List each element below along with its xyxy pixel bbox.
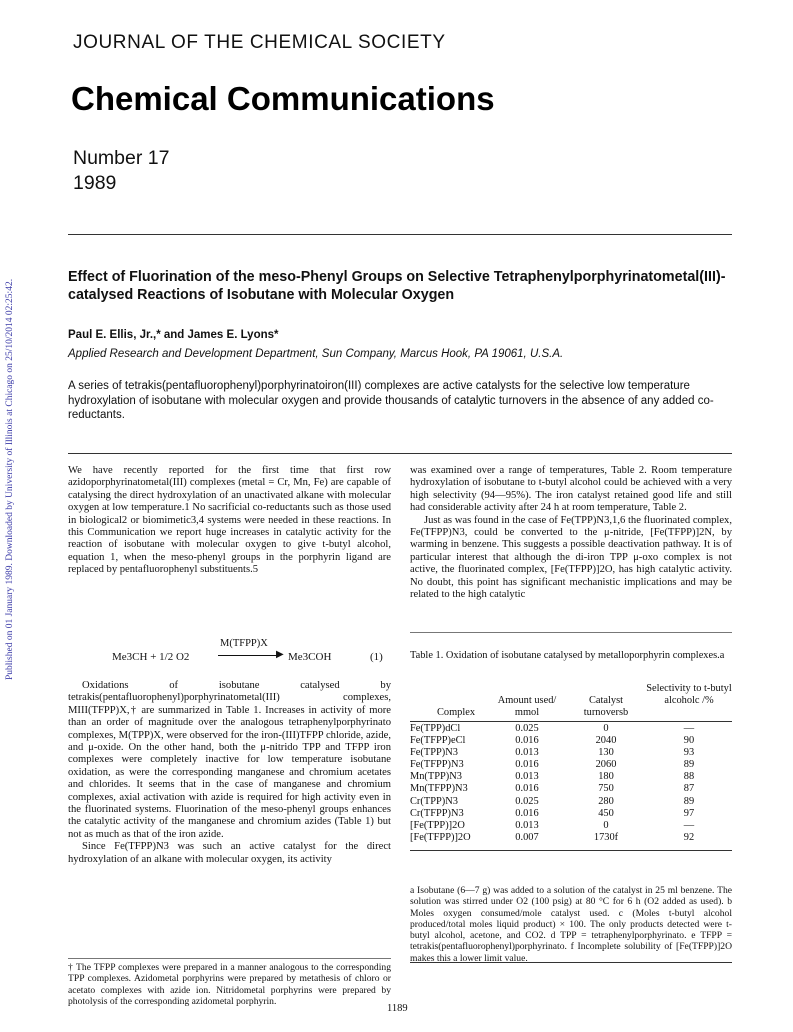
- journal-name: JOURNAL OF THE CHEMICAL SOCIETY: [73, 32, 446, 53]
- cell-amount: 0.016: [515, 735, 539, 747]
- header-divider: [68, 234, 732, 235]
- body-column-left-intro: [68, 465, 391, 577]
- reaction-arrow: [218, 655, 280, 656]
- equation-product: Me3COH: [288, 651, 332, 663]
- cell-complex: Fe(TPP)dCl: [410, 723, 461, 734]
- cell-turnovers: 450: [598, 807, 614, 819]
- footnote: † The TFPP complexes were prepared in a manner analogous to the corresponding TPP complexes. Azidometal porphyrins were prepared by metathesis of chloro or acetato complexes with azide ion. Nitridometal porphyrins were prepared by photolysis of the corresponding azidometal porphyrin.: [68, 962, 391, 1008]
- cell-selectivity: 88: [683, 771, 695, 783]
- table-top-divider: [410, 632, 732, 633]
- cell-complex: Fe(TFPP)eCl: [410, 735, 466, 747]
- table-caption: Table 1. Oxidation of isobutane catalysed by metalloporphyrin complexes.a: [410, 650, 725, 661]
- issue-year: 1989: [73, 172, 117, 194]
- table-row: [410, 723, 732, 735]
- table-row: [410, 820, 732, 832]
- cell-amount: 0.016: [515, 783, 539, 795]
- table-row: [410, 832, 732, 844]
- cell-turnovers: 180: [598, 771, 614, 783]
- table-body: [410, 723, 732, 844]
- cell-selectivity: —: [683, 723, 695, 734]
- cell-amount: 0.016: [515, 807, 539, 819]
- download-watermark-text: Published on 01 January 1989. Downloaded by University of Illinois at Chicago on 25/10/2014 02:25:42.: [5, 278, 15, 680]
- table-row: [410, 747, 732, 759]
- cell-turnovers: 0: [603, 819, 609, 831]
- cell-selectivity: 89: [683, 759, 695, 771]
- table-row: [410, 771, 732, 783]
- body-paragraph: Just as was found in the case of Fe(TPP)N3,1,6 the fluorinated complex, Fe(TFPP)N3, could be converted to the μ-nitride, [Fe(TFPP)]2N, by warming in benzene. This suggests a possible deactivation pathway. It is of particular interest that although the di-iron TPP μ-oxo complex is not active, the fluorinated complex, [Fe(TFPP)]2O, has high catalytic activity. No doubt, this point has significant mechanistic implications and may be related to the high catalytic: [410, 514, 732, 601]
- cell-complex: Cr(TPP)N3: [410, 795, 458, 807]
- cell-selectivity: —: [683, 819, 695, 831]
- cell-complex: Fe(TPP)N3: [410, 747, 458, 759]
- cell-turnovers: 2060: [595, 759, 617, 771]
- body-column-right: [410, 465, 732, 601]
- body-paragraph: We have recently reported for the first time that first row azidoporphyrinatometal(III) complexes (metal = Cr, Mn, Fe) are capable of catalysing the direct hydroxylation of an unactivated alkane with molecular oxygen at low temperature.1 No sacrificial co-reductants such as those used in biological2 or biomimetic3,4 systems were needed in these reactions. In this Communication we report huge increases in catalytic activity for the reaction of isobutane with molecular oxygen to give t-butyl alcohol, equation 1, when the meso-phenyl groups in the porphyrin ligand are replaced by pentafluorophenyl substituents.5: [68, 465, 391, 576]
- body-column-left-results: [68, 680, 391, 866]
- cell-amount: 0.025: [515, 723, 539, 734]
- cell-complex: [Fe(TPP)]2O: [410, 819, 465, 831]
- cell-complex: Fe(TFPP)N3: [410, 759, 464, 771]
- cell-turnovers: 280: [598, 795, 614, 807]
- reaction-arrowhead-icon: ▶: [276, 649, 284, 660]
- article-affiliation: Applied Research and Development Department, Sun Company, Marcus Hook, PA 19061, U.S.A.: [68, 348, 564, 360]
- publication-title: Chemical Communications: [71, 80, 495, 117]
- body-paragraph: was examined over a range of temperatures, Table 2. Room temperature hydroxylation of isobutane to t-butyl alcohol could be achieved with a very high selectivity (94—95%). The iron catalyst retained good life and still had considerable activity after 24 h at room temperature, Table 2.: [410, 465, 732, 514]
- chemical-equation: [112, 638, 392, 668]
- table-header-divider: [410, 721, 732, 722]
- cell-selectivity: 93: [683, 747, 695, 759]
- cell-turnovers: 750: [598, 783, 614, 795]
- table-row: [410, 808, 732, 820]
- cell-turnovers: 130: [598, 747, 614, 759]
- cell-amount: 0.007: [515, 831, 539, 843]
- cell-selectivity: 90: [683, 735, 695, 747]
- table-footnotes: a Isobutane (6—7 g) was added to a solution of the catalyst in 25 ml benzene. The solution was stirred under O2 (100 psig) at 80 °C for 6 h (O2 added as used). b Moles oxygen consumed/mole catalyst used. c (Moles t-butyl alcohol produced/total moles liquid product) × 100. The only products detected were t-butyl alcohol, acetone, and CO2. d TPP = tetraphenylporphyrinato. e TFPP = tetrakis(pentafluorophenyl)porphyrinato. f Incomplete solubility of [Fe(TFPP)]2O makes this a lower limit value.: [410, 885, 732, 964]
- table-row: [410, 796, 732, 808]
- download-watermark: [0, 160, 20, 680]
- cell-amount: 0.013: [515, 771, 539, 783]
- cell-amount: 0.016: [515, 759, 539, 771]
- abstract-divider: [68, 453, 732, 454]
- article-title: Effect of Fluorination of the meso-Phenyl Groups on Selective Tetraphenylporphyrinatometal(III)-catalysed Reactions of Isobutane with Molecular Oxygen: [68, 269, 726, 303]
- footnote-divider: [68, 958, 391, 959]
- cell-selectivity: 97: [683, 807, 695, 819]
- article-authors: Paul E. Ellis, Jr.,* and James E. Lyons*: [68, 329, 279, 341]
- issue-number: Number 17: [73, 147, 170, 169]
- cell-complex: [Fe(TFPP)]2O: [410, 831, 471, 843]
- table-row: [410, 759, 732, 771]
- table-header-selectivity: Selectivity to t-butyl alcoholc /%: [646, 683, 732, 706]
- cell-selectivity: 89: [683, 795, 695, 807]
- body-paragraph: Since Fe(TFPP)N3 was such an active catalyst for the direct hydroxylation of an alkane with molecular oxygen, its activity: [68, 841, 391, 865]
- body-paragraph: Oxidations of isobutane catalysed by tetrakis(pentafluorophenyl)porphyrinatometal(III) complexes, MIII(TFPP)X,† are summarized in Table 1. Increases in activity of more than an order of magnitude over the analogous tetraphenylporphyrinato complexes, M(TPP)X, were observed for the iron-(III)TFPP chloride, azide, and μ-oxide. On the other hand, both the μ-nitrido TPP and TFPP iron complexes were completely inactive for low temperature isobutane oxidation, as were the corresponding manganese and chromium acetates and chlorides. It seems that in the case of manganese and chromium complexes, axial activation with azide is required for high activity even in the fluorinated systems. Fluorination of the meso-phenyl groups enhances the catalytic activity of the manganese and chromium azides (Table 1) but not as much as that of the iron azide.: [68, 680, 391, 840]
- cell-turnovers: 0: [603, 723, 609, 734]
- cell-turnovers: 2040: [595, 735, 617, 747]
- table-header-amount: Amount used/ mmol: [497, 695, 557, 718]
- table-row: [410, 783, 732, 795]
- table-header-complex: Complex: [436, 707, 476, 718]
- page-number: 1189: [387, 1003, 408, 1014]
- cell-selectivity: 92: [683, 831, 695, 843]
- table-row: [410, 735, 732, 747]
- cell-complex: Cr(TFPP)N3: [410, 807, 464, 819]
- column-end-divider: [410, 962, 732, 963]
- table-header-turnovers: Catalyst turnoversb: [583, 695, 629, 718]
- cell-amount: 0.025: [515, 795, 539, 807]
- cell-complex: Mn(TFPP)N3: [410, 783, 468, 795]
- table-bottom-divider: [410, 850, 732, 851]
- cell-turnovers: 1730f: [593, 831, 619, 843]
- article-abstract: A series of tetrakis(pentafluorophenyl)porphyrinatoiron(III) complexes are active catalysts for the selective low temperature hydroxylation of isobutane with molecular oxygen and provide thousands of catalytic turnovers in the absence of any added co-reductants.: [68, 380, 714, 422]
- equation-reactants: Me3CH + 1/2 O2: [112, 651, 190, 663]
- equation-number: (1): [370, 651, 383, 663]
- cell-amount: 0.013: [515, 747, 539, 759]
- equation-catalyst: M(TFPP)X: [220, 638, 268, 649]
- cell-complex: Mn(TPP)N3: [410, 771, 462, 783]
- cell-amount: 0.013: [515, 819, 539, 831]
- cell-selectivity: 87: [683, 783, 695, 795]
